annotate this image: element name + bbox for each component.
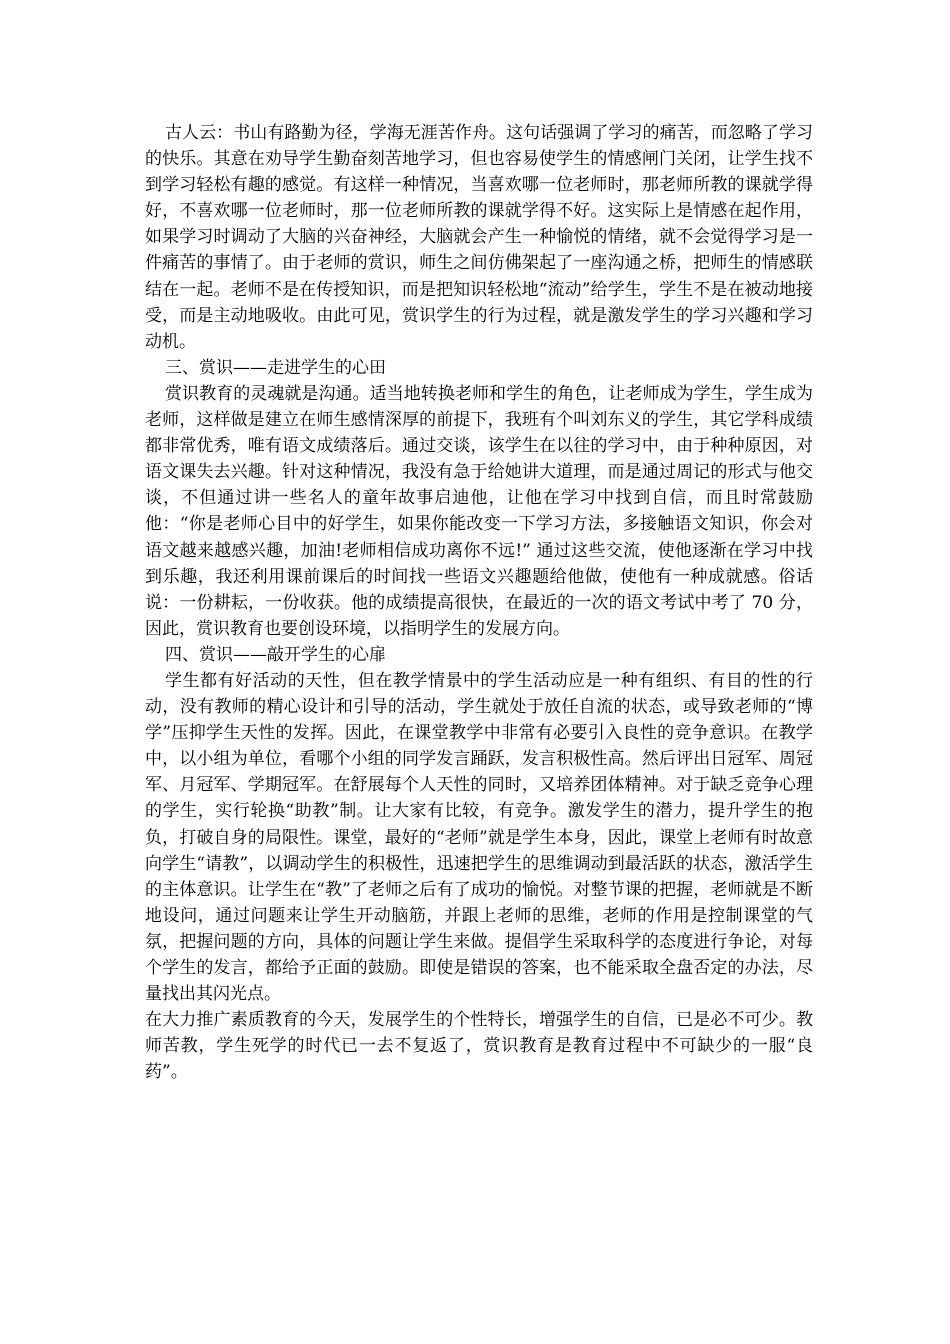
paragraph-intro: 古人云：书山有路勤为径，学海无涯苦作舟。这句话强调了学习的痛苦，而忽略了学习的快乐。其意在劝导学生勤奋刻苦地学习，但也容易使学生的情感闸门关闭，让学生找不到学习轻松有趣的感觉。有这样一种情况，当喜欢哪一位老师时，那老师所教的课就学得好，不喜欢哪一位老师时，那一位老师所教的课就学得不好。这实际上是情感在起作用，如果学习时调动了大脑的兴奋神经，大脑就会产生一种愉悦的情绪，就不会觉得学习是一件痛苦的事情了。由于老师的赏识，师生之间仿佛架起了一座沟通之桥，把师生的情感联结在一起。老师不是在传授知识，而是把知识轻松地“流动”给学生，学生不是在被动地接受，而是主动地吸收。由此可见，赏识学生的行为过程，就是激发学生的学习兴趣和学习动机。	[145, 123, 813, 352]
paragraph-section-3: 赏识教育的灵魂就是沟通。适当地转换老师和学生的角色，让老师成为学生，学生成为老师，这样做是建立在师生感情深厚的前提下，我班有个叫刘东义的学生，其它学科成绩都非常优秀，唯有语文成绩落后。通过交谈，该学生在以往的学习中，由于种种原因，对语文课失去兴趣。针对这种情况，我没有急于给她讲大道理，而是通过周记的形式与他交谈，不但通过讲一些名人的童年故事启迪他，让他在学习中找到自信，而且时常鼓励他：“你是老师心目中的好学生，如果你能改变一下学习方法，多接触语文知识，你会对语文越来越感兴趣，加油!老师相信成功离你不远!” 通过这些交流，使他逐渐在学习中找到乐趣，我还利用课前课后的时间找一些语文兴趣题给他做，使他有一种成就感。俗话说：一份耕耘，一份收获。他的成绩提高很快，在最近的一次的语文考试中考了 70 分， 因此，赏识教育也要创设环境，以指明学生的发展方向。	[145, 383, 813, 639]
section-heading-3: 三、赏识——走进学生的心田	[165, 357, 386, 378]
paragraph-conclusion: 在大力推广素质教育的今天，发展学生的个性特长，增强学生的自信，已是必不可少。教师苦教，学生死学的时代已一去不复返了，赏识教育是教育过程中不可缺少的一服“良药”。	[145, 1010, 813, 1083]
document-page	[145, 120, 813, 1085]
paragraph-section-4: 学生都有好活动的天性，但在教学情景中的学生活动应是一种有组织、有目的性的行动，没有教师的精心设计和引导的活动，学生就处于放任自流的状态，或导致老师的“博学”压抑学生天性的发挥。因此，在课堂教学中非常有必要引入良性的竞争意识。在教学中，以小组为单位，看哪个小组的同学发言踊跃，发言积极性高。然后评出日冠军、周冠军、月冠军、学期冠军。在舒展每个人天性的同时，又培养团体精神。对于缺乏竞争心理的学生，实行轮换“助教”制。让大家有比较，有竞争。激发学生的潜力，提升学生的抱负，打破自身的局限性。课堂，最好的“老师”就是学生本身，因此，课堂上老师有时故意向学生“请教”，以调动学生的积极性，迅速把学生的思维调动到最活跃的状态，激活学生的主体意识。让学生在“教”了老师之后有了成功的愉悦。对整节课的把握，老师就是不断地设问，通过问题来让学生开动脑筋，并跟上老师的思维，老师的作用是控制课堂的气氛，把握问题的方向，具体的问题让学生来做。提倡学生采取科学的态度进行争论，对每个学生的发言，都给予正面的鼓励。即使是错误的答案，也不能采取全盘否定的办法，尽量找出其闪光点。	[145, 670, 813, 1005]
section-heading-4: 四、赏识——敲开学生的心扉	[165, 644, 386, 665]
